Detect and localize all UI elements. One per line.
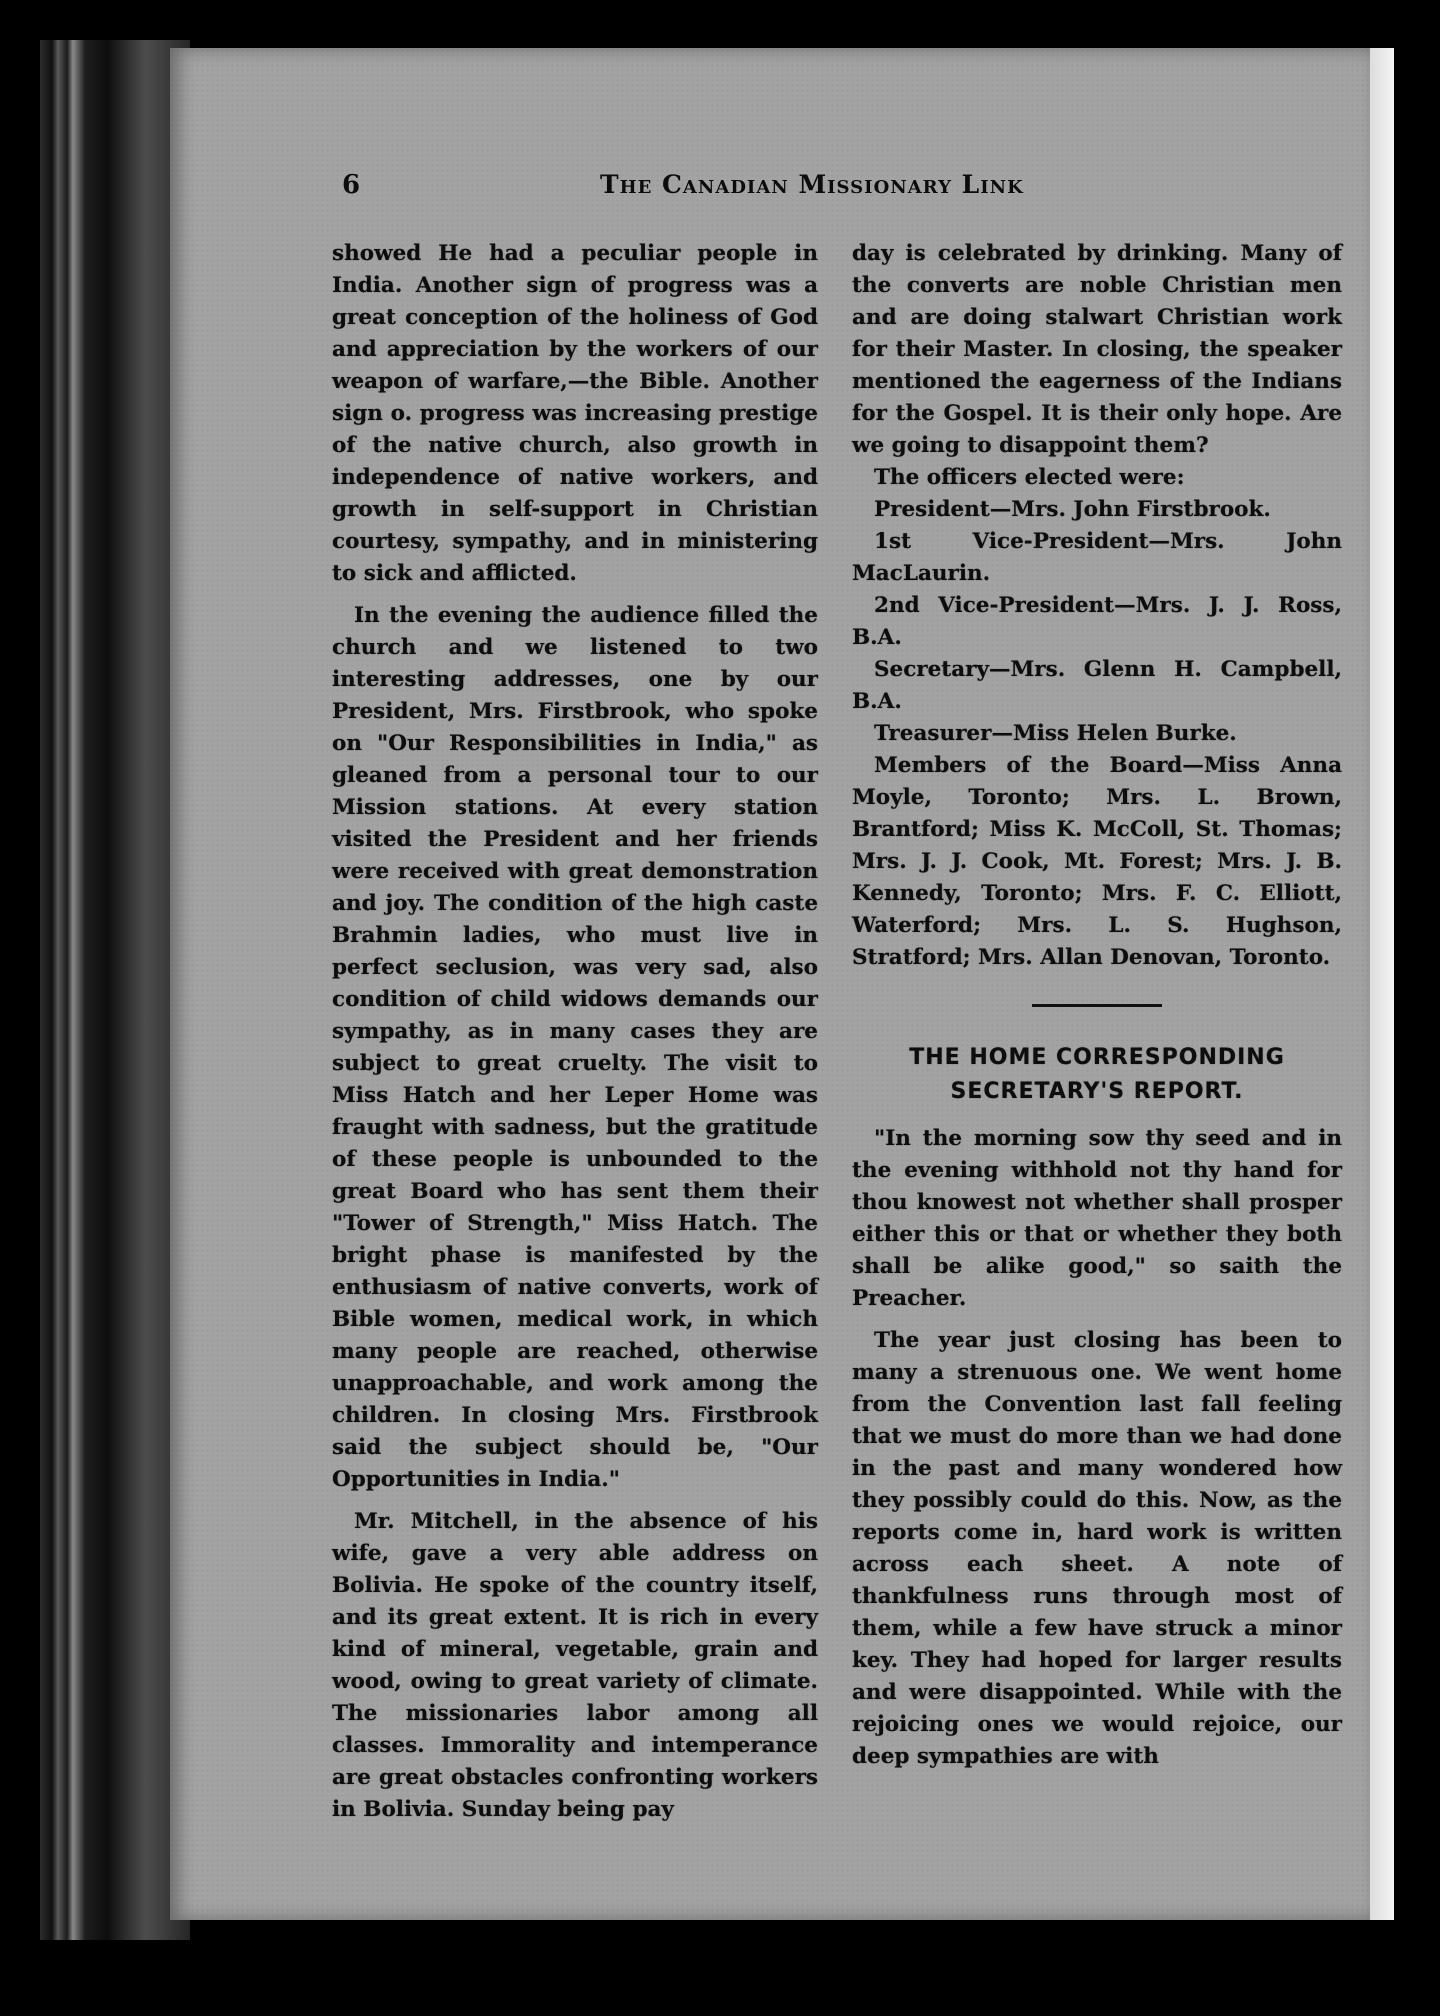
scripture-quote: "In the morning sow thy seed and in the evening withhold not thy hand for thou knowest not whether shall prosper either this or that or whether they both shall be alike good," so saith the Preacher.	[852, 1126, 1342, 1311]
section-title	[852, 1041, 1342, 1109]
section-divider	[1032, 1004, 1162, 1007]
board-members: Members of the Board—Miss Anna Moyle, Toronto; Mrs. L. Brown, Brantford; Miss K. McColl, St. Thomas; Mrs. J. J. Cook, Mt. Forest; Mrs. J. B. Kennedy, Toronto; Mrs. F. C. Elliott, Waterford; Mrs. L. S. Hughson, Stratford; Mrs. Allan Denovan, Toronto.	[852, 753, 1342, 970]
section-title-line-1: THE HOME CORRESPONDING	[909, 1045, 1285, 1070]
officer-secretary: Secretary—Mrs. Glenn H. Campbell, B.A.	[852, 657, 1342, 714]
left-paragraph-2: In the evening the audience filled the church and we listened to two interesting addresses, one by our President, Mrs. Firstbrook, who spoke on "Our Responsibilities in India," as gleaned from a personal tour to our Mission stations. At every station visited the President and her friends were received with great demonstration and joy. The condition of the high caste Brahmin ladies, who must live in perfect seclusion, was very sad, also condition of child widows demands our sympathy, as in many cases they are subject to great cruelty. The visit to Miss Hatch and her Leper Home was fraught with sadness, but the gratitude of these people is unbounded to the great Board who has sent them their "Tower of Strength," Miss Hatch. The bright phase is manifested by the enthusiasm of native converts, work of Bible women, medical work, in which many people are reached, otherwise unapproachable, and work among the children. In closing Mrs. Firstbrook said the subject should be, "Our Opportunities in India."	[332, 603, 818, 1492]
running-title: The Canadian Missionary Link	[600, 170, 1024, 199]
officer-treasurer: Treasurer—Miss Helen Burke.	[874, 721, 1237, 746]
officer-vice-president-2: 2nd Vice-President—Mrs. J. J. Ross, B.A.	[852, 593, 1342, 650]
right-column	[852, 238, 1342, 1783]
left-column	[332, 238, 818, 1836]
page-header	[170, 170, 1090, 210]
book-binding	[40, 40, 190, 1940]
officer-vice-president-1: 1st Vice-President—Mrs. John MacLaurin.	[852, 529, 1342, 586]
left-paragraph-3: Mr. Mitchell, in the absence of his wife, gave a very able address on Bolivia. He spoke of the country itself, and its great extent. It is rich in every kind of mineral, vegetable, grain and wood, owing to great variety of climate. The missionaries labor among all classes. Immorality and intemperance are great obstacles confronting workers in Bolivia. Sunday being pay	[332, 1509, 818, 1822]
officers-intro: The officers elected were:	[874, 465, 1185, 490]
right-paragraph-2: The year just closing has been to many a strenuous one. We went home from the Convention last fall feeling that we must do more than we had done in the past and many wondered how they possibly could do this. Now, as the reports come in, hard work is written across each sheet. A note of thankfulness runs through most of them, while a few have struck a minor key. They had hoped for larger results and were disappointed. While with the rejoicing ones we would rejoice, our deep sympathies are with	[852, 1328, 1342, 1769]
officer-president: President—Mrs. John Firstbrook.	[874, 497, 1271, 522]
left-paragraph-1: showed He had a peculiar people in India. Another sign of progress was a great conception of the holiness of God and appreciation by the workers of our weapon of warfare,—the Bible. Another sign o. progress was increasing prestige of the native church, also growth in independence of native workers, and growth in self-support in Christian courtesy, sympathy, and in ministering to sick and afflicted.	[332, 241, 818, 586]
officers-list	[852, 462, 1342, 974]
page-number: 6	[342, 170, 361, 200]
section-title-line-2: SECRETARY'S REPORT.	[950, 1079, 1244, 1104]
page-edge	[1370, 48, 1394, 1920]
right-paragraph-1: day is celebrated by drinking. Many of the converts are noble Christian men and are doing stalwart Christian work for their Master. In closing, the speaker mentioned the eagerness of the Indians for the Gospel. It is their only hope. Are we going to disappoint them?	[852, 241, 1342, 458]
